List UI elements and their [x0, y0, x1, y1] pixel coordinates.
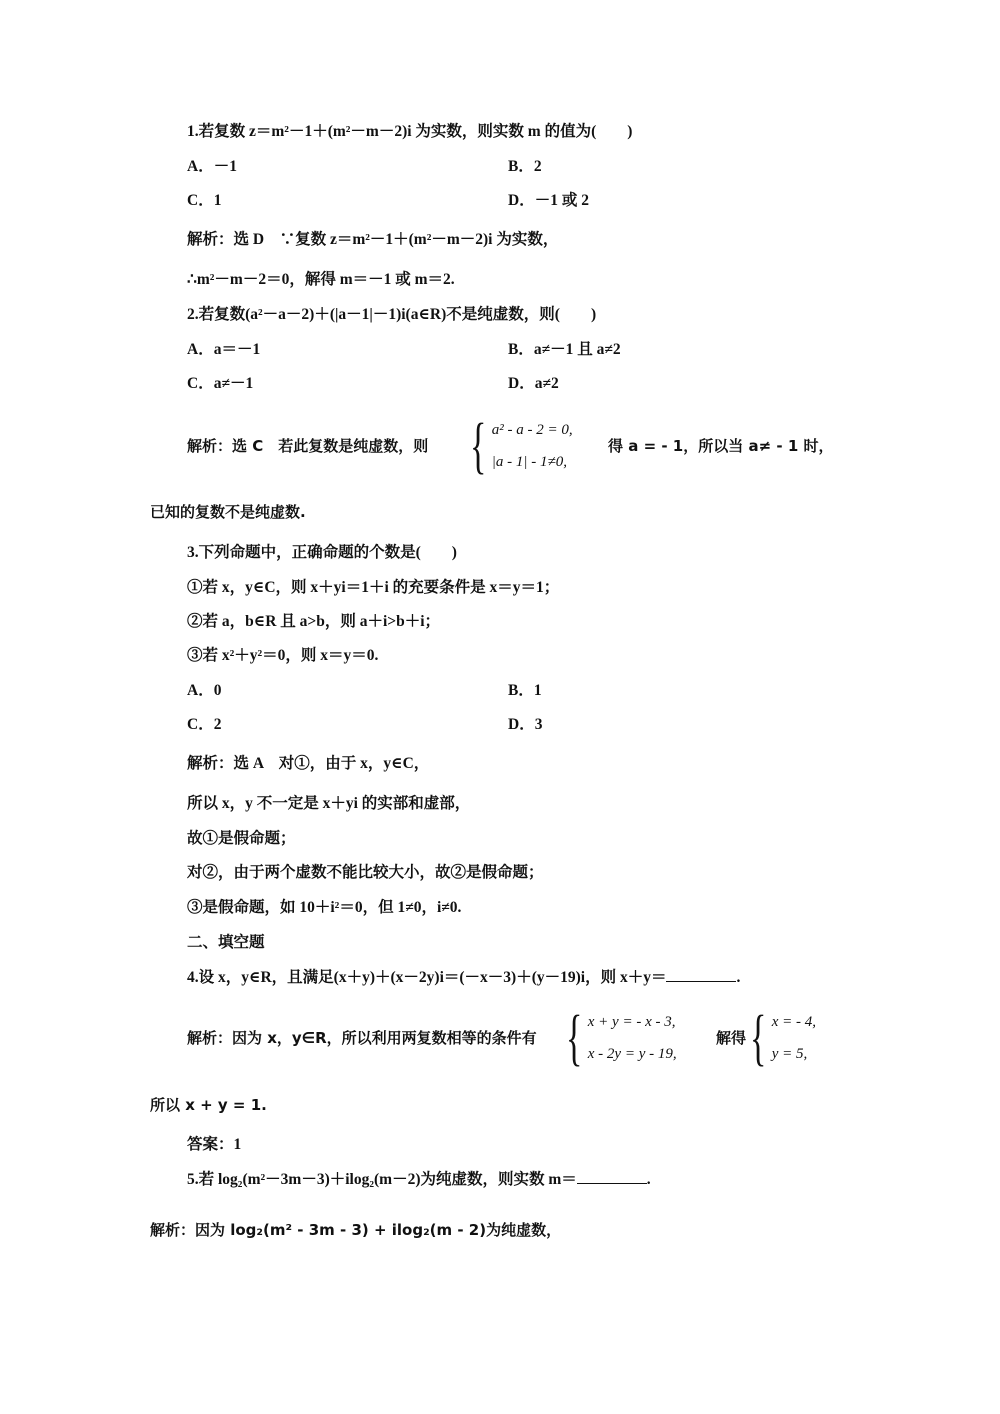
left-brace-icon: {	[566, 1004, 583, 1072]
section-title-fill-in-blank: 二、填空题	[187, 933, 265, 951]
q3-option-a: A．0	[187, 682, 222, 699]
q2-equation-system	[470, 412, 573, 480]
q2-option-d: D．a≠2	[508, 375, 559, 392]
q5-answer-blank	[577, 1169, 647, 1184]
q2-option-c: C．a≠－1	[187, 375, 254, 392]
q3-proposition-1: ①若 x，y∈C，则 x＋yi＝1＋i 的充要条件是 x＝y＝1；	[187, 579, 560, 596]
q4-stem-end: .	[736, 969, 741, 986]
q4-stem-text: 4.设 x，y∈R，且满足(x＋y)＋(x－2y)i＝(－x－3)＋(y－19)i，则 x＋y＝	[187, 969, 667, 986]
q3-option-d: D．3	[508, 716, 543, 733]
q2-option-a: A．a＝－1	[187, 341, 261, 358]
q5-stem-text: 5.若 log₂(m²－3m－3)＋ilog₂(m－2)为纯虚数，则实数 m＝	[187, 1171, 577, 1188]
q3-proposition-3: ③若 x²＋y²＝0，则 x＝y＝0.	[187, 647, 379, 664]
q2-stem: 2.若复数(a²－a－2)＋(|a－1|－1)i(a∈R)不是纯虚数，则( )	[187, 306, 597, 323]
q1-analysis-line-2: ∴m²－m－2＝0，解得 m＝－1 或 m＝2.	[187, 271, 455, 288]
q4-system1-eq-1: x + y = - x - 3,	[587, 1014, 676, 1030]
q3-analysis-line-3: 故①是假命题；	[187, 830, 296, 847]
q1-analysis-line-1: 解析：选 D ∵复数 z＝m²－1＋(m²－m－2)i 为实数，	[187, 231, 559, 248]
q4-answer-blank	[666, 967, 736, 982]
q4-system2-eq-1: x = - 4,	[771, 1014, 817, 1030]
left-brace-icon: {	[750, 1004, 767, 1072]
q4-analysis-prefix: 解析：因为 x，y∈R，所以利用两复数相等的条件有	[187, 1029, 537, 1047]
q3-stem: 3.下列命题中，正确命题的个数是( )	[187, 544, 457, 561]
q1-option-a: A．－1	[187, 158, 237, 175]
q4-conclusion: 所以 x + y = 1.	[150, 1096, 267, 1114]
q2-analysis-suffix: 得 a = - 1，所以当 a≠ - 1 时，	[608, 437, 834, 455]
q1-option-d: D．－1 或 2	[508, 192, 589, 209]
q2-system-eq-1: a² - a - 2 = 0,	[491, 422, 573, 438]
q3-analysis-line-1: 解析：选 A 对①，由于 x，y∈C，	[187, 755, 430, 772]
q4-solve-label: 解得	[716, 1029, 747, 1047]
q5-stem-end: .	[646, 1171, 651, 1188]
q2-analysis-continuation: 已知的复数不是纯虚数.	[150, 503, 306, 521]
q5-stem	[187, 1169, 651, 1190]
q4-equation-system-1	[566, 1004, 677, 1072]
q3-option-b: B．1	[508, 682, 542, 699]
q4-answer: 答案：1	[187, 1136, 242, 1153]
q2-option-b: B．a≠－1 且 a≠2	[508, 341, 621, 358]
q3-analysis-line-2: 所以 x，y 不一定是 x＋yi 的实部和虚部，	[187, 795, 471, 812]
q3-analysis-line-4: 对②，由于两个虚数不能比较大小，故②是假命题；	[187, 864, 544, 881]
q4-system1-eq-2: x - 2y = y - 19,	[587, 1046, 677, 1062]
q2-analysis-prefix: 解析：选 C 若此复数是纯虚数，则	[187, 437, 429, 455]
q4-stem	[187, 967, 740, 988]
q3-analysis-line-5: ③是假命题，如 10＋i²＝0，但 1≠0，i≠0.	[187, 899, 462, 916]
q4-equation-system-2	[750, 1004, 817, 1072]
q5-analysis: 解析：因为 log₂(m² - 3m - 3) + ilog₂(m - 2)为纯虚数，	[150, 1221, 562, 1239]
q4-system2-eq-2: y = 5,	[771, 1046, 808, 1062]
q1-option-c: C．1	[187, 192, 222, 209]
q3-option-c: C．2	[187, 716, 222, 733]
q3-proposition-2: ②若 a，b∈R 且 a>b，则 a＋i>b＋i；	[187, 613, 441, 630]
q1-option-b: B．2	[508, 158, 542, 175]
q1-stem: 1.若复数 z＝m²－1＋(m²－m－2)i 为实数，则实数 m 的值为( )	[187, 123, 633, 140]
left-brace-icon: {	[470, 412, 487, 480]
q2-system-eq-2: |a - 1| - 1≠0,	[491, 454, 567, 470]
